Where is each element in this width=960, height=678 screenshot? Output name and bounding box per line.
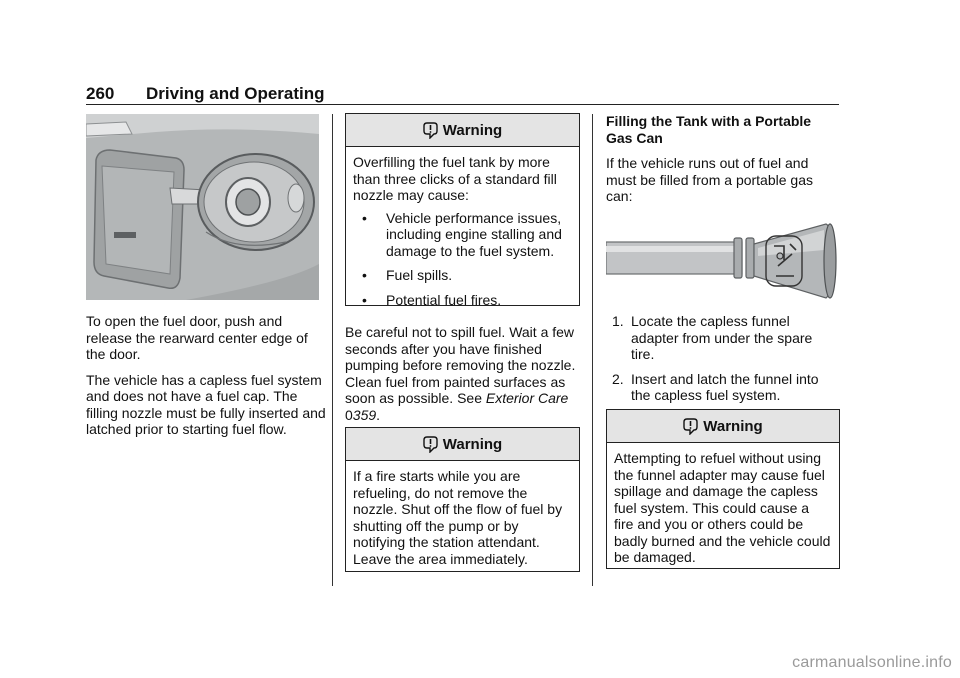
warning-body: Attempting to refuel without using the funnel adapter may cause fuel spillage and damage the capless fuel system. This could cause a fire and you or others could be badly burned and the vehicle could be damaged. bbox=[614, 450, 831, 565]
warning-title: Warning bbox=[442, 121, 503, 139]
warning-icon bbox=[423, 122, 438, 139]
warning-title: Warning bbox=[442, 435, 503, 453]
cross-reference-icon: 0 bbox=[345, 406, 353, 423]
warning-body: If a fire starts while you are refueling, do not remove the nozzle. Shut off the flow of fuel by shutting off the pump or by notifying the station attendant. Leave the area immediately. bbox=[353, 468, 563, 567]
column-divider-2 bbox=[592, 114, 593, 586]
warning-header bbox=[346, 114, 579, 147]
steps-block bbox=[606, 313, 838, 412]
fuel-door-drawing bbox=[86, 114, 319, 300]
warning-header bbox=[607, 410, 839, 443]
section-heading: Filling the Tank with a Portable Gas Can bbox=[606, 113, 812, 146]
warning-box-fire bbox=[345, 427, 580, 572]
step-item: 1. Locate the capless funnel adapter from under the spare tire. bbox=[612, 313, 813, 362]
header-rule bbox=[86, 104, 839, 105]
warning-icon bbox=[423, 436, 438, 453]
gas-can-intro: If the vehicle runs out of fuel and must be filled from a portable gas can: bbox=[606, 155, 813, 204]
warning-bullet: • Vehicle performance issues, including engine stalling and damage to the fuel system. bbox=[362, 209, 562, 259]
funnel-adapter-illustration bbox=[606, 220, 838, 304]
fuel-door-paragraph: To open the fuel door, push and release the rearward center edge of the door. bbox=[86, 313, 308, 362]
column-1-text bbox=[86, 313, 326, 447]
watermark: carmanualsonline.info bbox=[792, 654, 952, 671]
warning-bullet: • Potential fuel fires. bbox=[362, 291, 502, 308]
warning-intro: Overfilling the fuel tank by more than three clicks of a standard fill nozzle may cause: bbox=[353, 154, 557, 203]
cross-reference-page[interactable]: 359 bbox=[352, 406, 377, 423]
page-number: 260 bbox=[86, 84, 115, 103]
warning-bullet-list bbox=[353, 210, 571, 309]
capless-paragraph: The vehicle has a capless fuel system and does not have a fuel cap. The filling nozzle must be fully inserted and latched prior to starting fuel flow. bbox=[86, 371, 326, 437]
warning-box-funnel bbox=[606, 409, 840, 569]
page-title: Driving and Operating bbox=[146, 84, 325, 103]
cross-reference-link[interactable]: Exterior Care bbox=[485, 390, 569, 406]
step-item: 2. Insert and latch the funnel into the capless fuel system. bbox=[612, 370, 819, 403]
warning-box-overfill bbox=[345, 113, 580, 306]
warning-bullet: • Fuel spills. bbox=[362, 267, 453, 283]
column-3-text bbox=[606, 113, 838, 214]
spill-paragraph: Be careful not to spill fuel. Wait a few seconds after you have finished pumping before removing the nozzle. Clean fuel from painted surfaces as soon as possible. See Exterior Care 0359. bbox=[345, 324, 576, 423]
warning-title: Warning bbox=[703, 417, 763, 435]
warning-icon bbox=[683, 418, 698, 435]
fuel-door-illustration bbox=[86, 114, 319, 300]
step-list bbox=[606, 313, 838, 404]
funnel-adapter-drawing bbox=[606, 220, 838, 304]
column-divider-1 bbox=[332, 114, 333, 586]
warning-header bbox=[346, 428, 579, 461]
